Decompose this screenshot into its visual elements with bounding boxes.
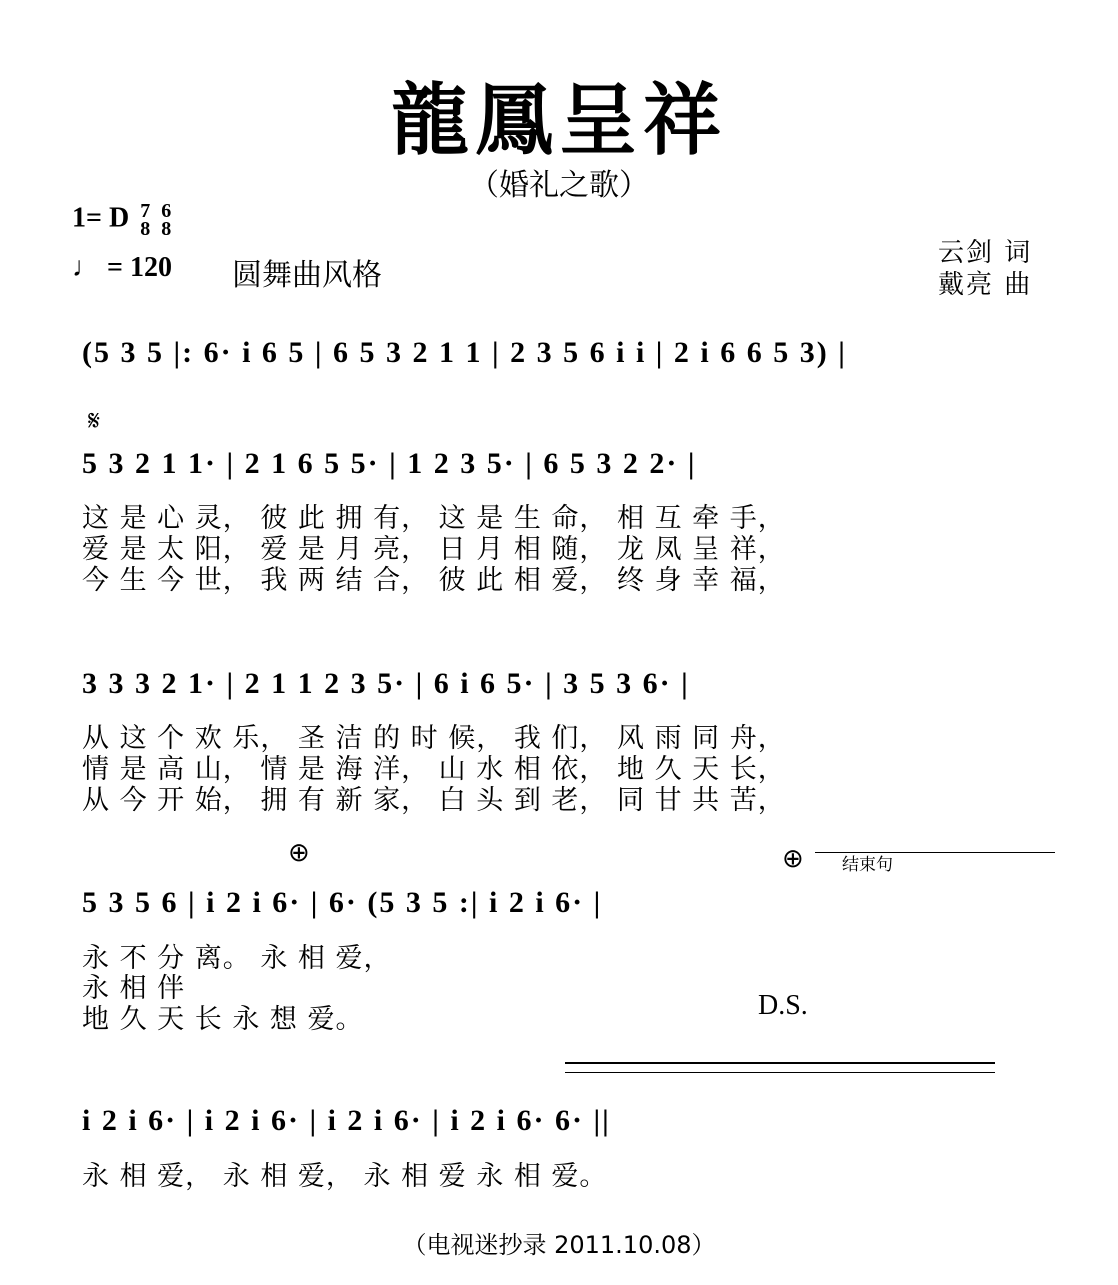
coda-icon-1: ⊕ <box>288 838 310 868</box>
notation-line-5: i 2 i 6· | i 2 i 6· | i 2 i 6· | i 2 i 6· 6· || <box>82 1104 611 1137</box>
ending-bracket <box>815 852 1055 853</box>
key-signature <box>72 202 171 238</box>
notation-line-1: (5 3 5 |: 6· i 6 5 | 6 5 3 2 1 1 | 2 3 5 6 i i | 2 i 6 6 5 3) | <box>82 336 847 369</box>
tempo-marking: ♩ = 120 <box>72 252 172 283</box>
key-label: 1= D <box>72 202 130 234</box>
ending-label: 结束句 <box>842 855 893 875</box>
lyric-line-2-verse-3: 今 生 今 世， 我 两 结 合， 彼 此 相 爱， 终 身 幸 福， <box>82 565 786 596</box>
time-signature-2: 6 8 <box>161 200 172 240</box>
lyric-line-2-verse-1: 这 是 心 灵， 彼 此 拥 有， 这 是 生 命， 相 互 牵 手， <box>82 503 786 534</box>
footer-credit: （电视迷抄录 2011.10.08） <box>402 1231 716 1259</box>
lyric-line-3-verse-2: 情 是 高 山， 情 是 海 洋， 山 水 相 依， 地 久 天 长， <box>82 754 786 785</box>
lyric-line-3-verse-3: 从 今 开 始， 拥 有 新 家， 白 头 到 老， 同 甘 共 苦， <box>82 785 786 816</box>
long-tie-lower <box>565 1072 995 1073</box>
style-marking: 圆舞曲风格 <box>232 258 382 293</box>
lyric-line-4-verse-3: 地 久 天 长 永 想 爱。 <box>82 1004 364 1035</box>
notation-line-3: 3 3 3 2 1· | 2 1 1 2 3 5· | 6 i 6 5· | 3 5 3 6· | <box>82 667 690 700</box>
long-tie-upper <box>565 1062 995 1064</box>
song-title: 龍鳳呈祥 <box>390 75 727 166</box>
composer-credit: 戴亮 曲 <box>938 270 1033 300</box>
lyricist-credit: 云剑 词 <box>938 238 1033 268</box>
segno-icon: 𝄋 <box>88 404 101 437</box>
lyric-line-5-verse-1: 永 相 爱， 永 相 爱， 永 相 爱 永 相 爱。 <box>82 1161 608 1192</box>
lyric-line-4-verse-1: 永 不 分 离。 永 相 爱， <box>82 943 392 974</box>
lyric-line-3-verse-1: 从 这 个 欢 乐， 圣 洁 的 时 候， 我 们， 风 雨 同 舟， <box>82 723 786 754</box>
lyric-line-2-verse-2: 爱 是 太 阳， 爱 是 月 亮， 日 月 相 随， 龙 凤 呈 祥， <box>82 534 786 565</box>
ds-marking: D.S. <box>758 990 808 1021</box>
time-signature-1: 7 8 <box>140 200 151 240</box>
coda-icon-2: ⊕ <box>782 844 804 874</box>
notation-line-2: 5 3 2 1 1· | 2 1 6 5 5· | 1 2 3 5· | 6 5 3 2 2· | <box>82 447 697 480</box>
song-subtitle: （婚礼之歌） <box>469 168 649 203</box>
notation-line-4: 5 3 5 6 | i 2 i 6· | 6· (5 3 5 :| i 2 i 6· | <box>82 886 603 919</box>
lyric-line-4-verse-2: 永 相 伴 <box>82 973 186 1004</box>
